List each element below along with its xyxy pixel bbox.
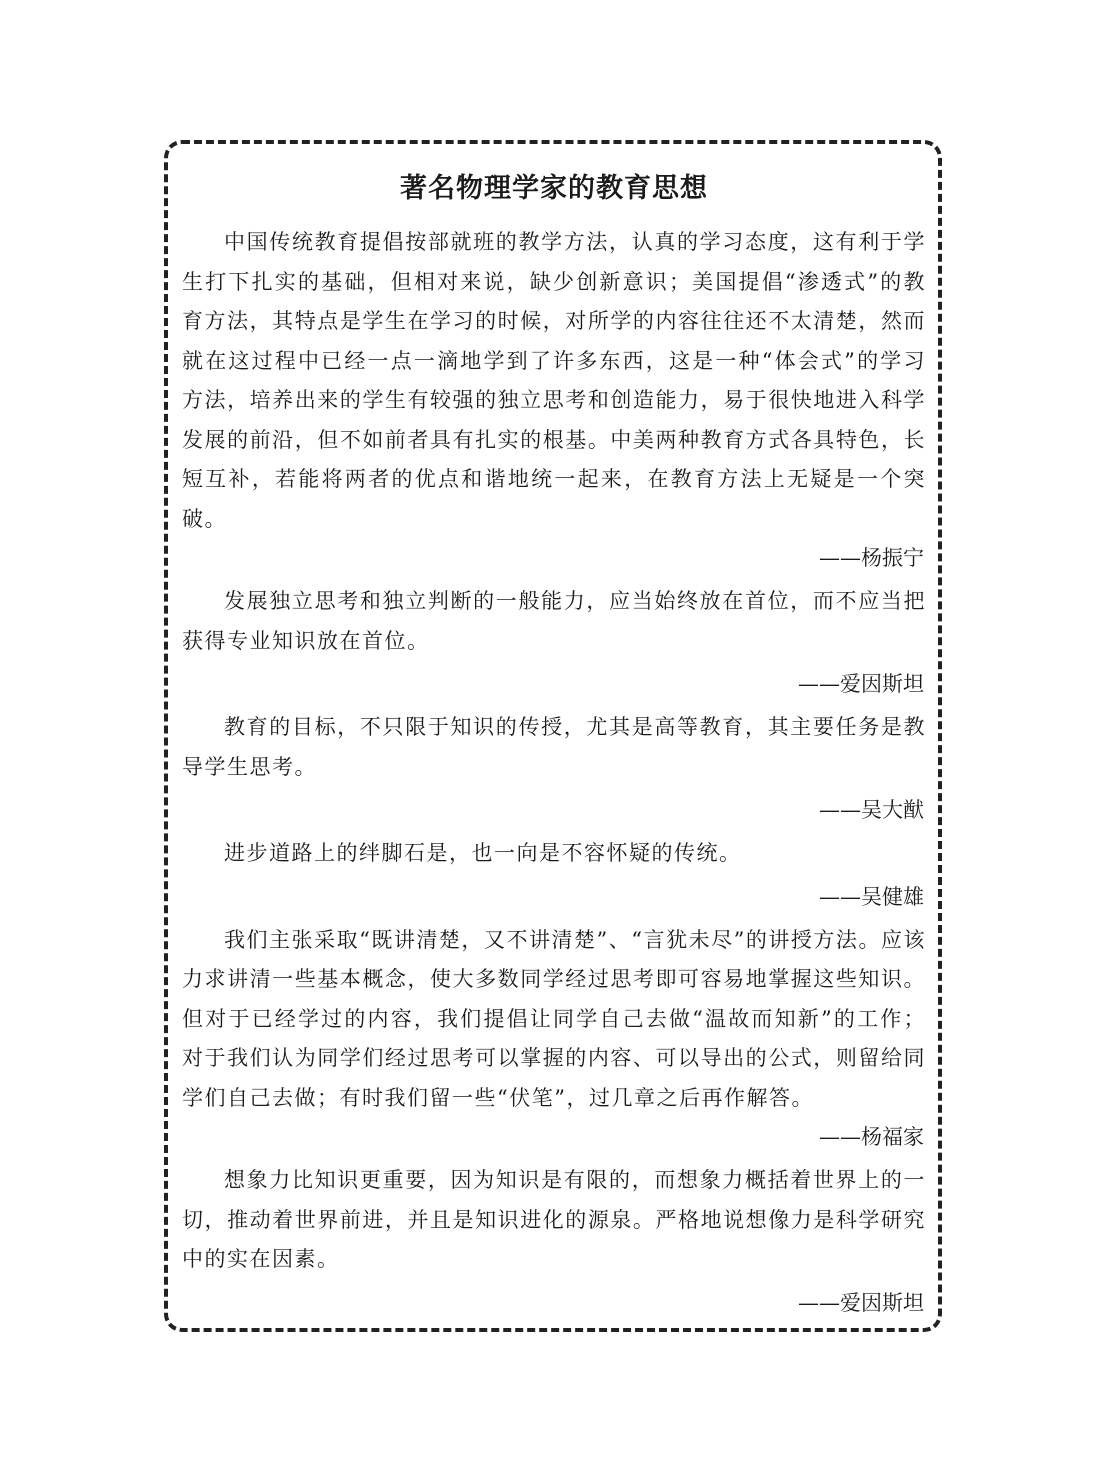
quote-author: ——吴大猷 — [819, 798, 924, 822]
quote-text: 中国传统教育提倡按部就班的教学方法，认真的学习态度，这有利于学生打下扎实的基础，但相对来说，缺少创新意识；美国提倡“渗透式”的教育方法，其特点是学生在学习的时候，对所学的内容往往还不太清楚，然而就在这过程中已经一点一滴地学到了许多东西，这是一种“体会式”的学习方法，培养出来的学生有较强的独立思考和创造能力，易于很快地进入科学发展的前沿，但不如前者具有扎实的根基。中美两种教育方式各具特色，长短互补，若能将两者的优点和谐地统一起来，在教育方法上无疑是一个突破。 — [182, 230, 926, 531]
article — [182, 160, 926, 1323]
quote-text: 进步道路上的绊脚石是，也一向是不容怀疑的传统。 — [224, 841, 742, 865]
quote-author: ——爱因斯坦 — [798, 1290, 924, 1315]
quote-text: 发展独立思考和独立判断的一般能力，应当始终放在首位，而不应当把获得专业知识放在首位。 — [182, 589, 926, 653]
quote-author: ——吴健雄 — [819, 884, 924, 909]
quote-author: ——杨振宁 — [819, 546, 924, 570]
quote-author: ——爱因斯坦 — [798, 672, 924, 696]
quote-text: 教育的目标，不只限于知识的传授，尤其是高等教育，其主要任务是教导学生思考。 — [182, 715, 926, 779]
page-title: 著名物理学家的教育思想 — [400, 173, 708, 204]
quote-author: ——杨福家 — [819, 1125, 924, 1149]
quote-text: 我们主张采取“既讲清楚，又不讲清楚”、“言犹未尽”的讲授方法。应该力求讲清一些基本概念，使大多数同学经过思考即可容易地掌握这些知识。但对于已经学过的内容，我们提倡让同学自己去做“温故而知新”的工作；对于我们认为同学们经过思考可以掌握的内容、可以导出的公式，则留给同学们自己去做；有时我们留一些“伏笔”，过几章之后再作解答。 — [182, 927, 926, 1110]
quote-text: 想象力比知识更重要，因为知识是有限的，而想象力概括着世界上的一切，推动着世界前进，并且是知识进化的源泉。严格地说想像力是科学研究中的实在因素。 — [182, 1168, 926, 1271]
